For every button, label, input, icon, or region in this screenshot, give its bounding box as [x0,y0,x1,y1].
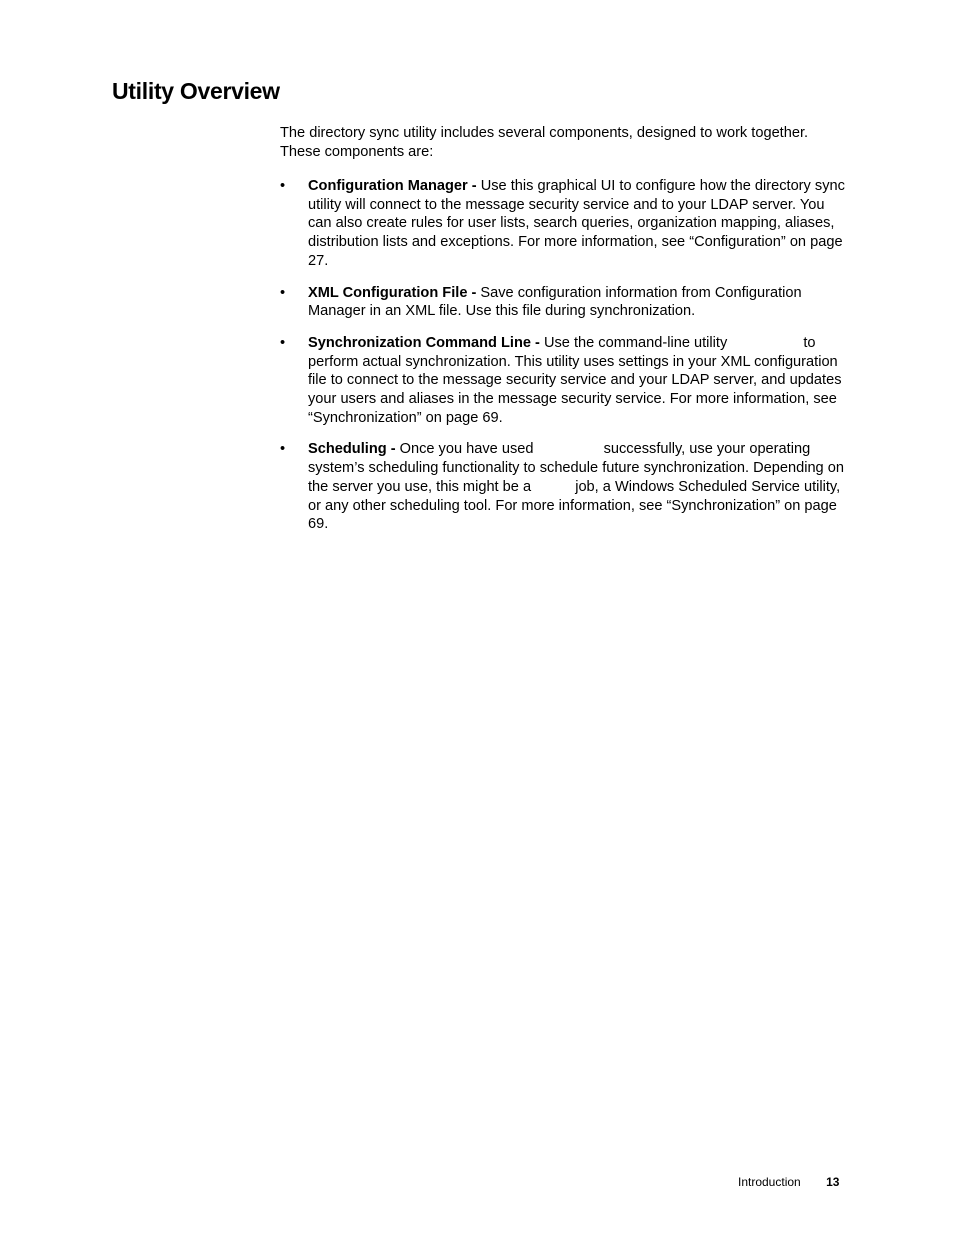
bullet-marker: • [280,334,286,351]
item-text: job, a Windows Scheduled Service utility, or any other scheduling tool. For more information, see “Synchronization” on page 69. [308,478,841,533]
item-text: to perform actual synchronization. This utility uses settings in your XML configuration file to connect to the message security service and your LDAP server, and updates your users and aliases in the message security service. For more information, see “Synchronization” on page 69. [308,334,842,426]
page-number: 13 [826,1175,840,1189]
bullet-marker: • [280,441,286,458]
item-term: Scheduling - [308,441,396,458]
list-item-scheduling [280,440,846,534]
item-term: Configuration Manager - [308,178,477,194]
item-text: successfully, use your operating system’s scheduling functionality to schedule future synchronization. Depending on the server you use, this might be a [308,441,844,495]
bullet-marker: • [280,284,286,301]
item-text: Save configuration information from Configuration Manager in an XML file. Use this file during synchronization. [308,284,802,320]
item-term: XML Configuration File - [308,284,477,301]
list-item-synchronization-command-line [280,334,846,428]
list-item-xml-configuration-file [280,284,846,321]
item-text: Use the command-line utility [539,334,732,351]
page-footer [738,1175,839,1189]
list-item-configuration-manager [280,177,846,271]
intro-paragraph: The directory sync utility includes several components, designed to work together. These components are: [280,125,809,160]
page-title: Utility Overview [112,78,280,104]
component-list [280,177,846,547]
bullet-marker: • [280,178,286,194]
item-term: Synchronization Command Line - [308,334,540,351]
item-text: Once you have used [395,441,538,458]
item-text: Use this graphical UI to configure how the directory sync utility will connect to the message security service and to your LDAP server. You can also create rules for user lists, search queries, organization mapping, aliases, distribution lists and exceptions. For more information, see “Configuration” on page 27. [308,178,845,269]
footer-section-name: Introduction [738,1175,801,1189]
